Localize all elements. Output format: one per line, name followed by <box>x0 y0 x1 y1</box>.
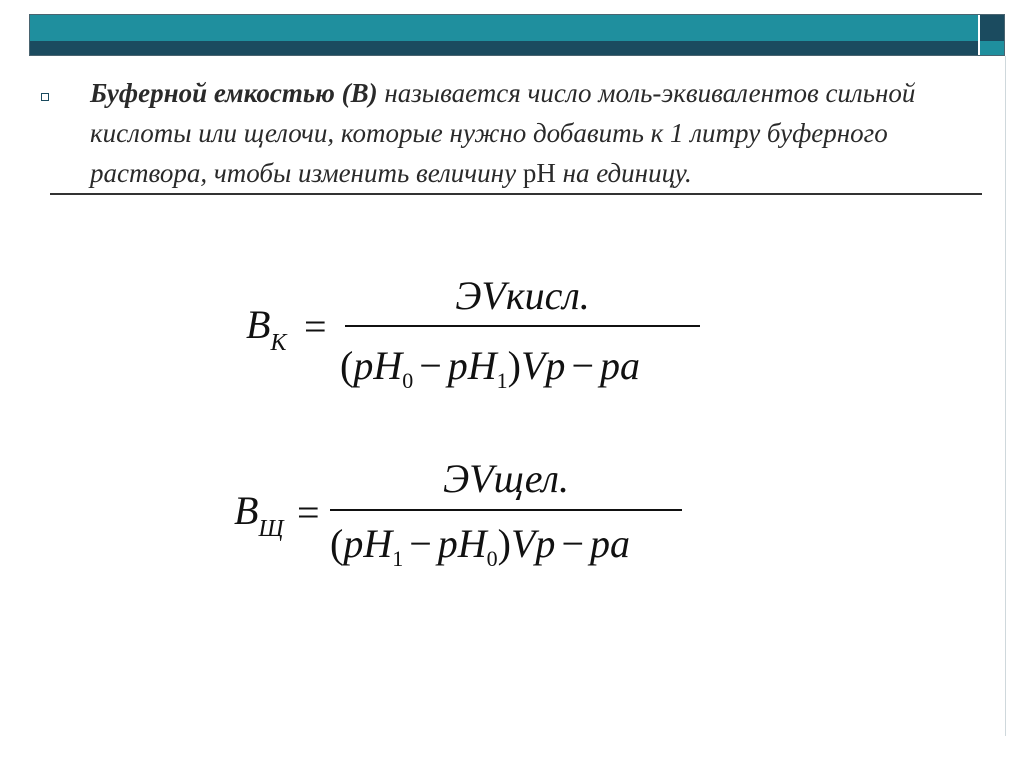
formula-acid-equals: = <box>304 304 327 349</box>
formula-acid-den-pa: pa <box>600 343 640 388</box>
definition-text-part2: на единицу. <box>555 158 692 188</box>
formula-acid-den-sub-b: 1 <box>496 368 508 393</box>
formula-acid-den-vp: Vp <box>521 343 566 388</box>
formula-acid-den-ph-a: pH <box>353 343 403 388</box>
formula-base-denominator <box>330 520 630 571</box>
formula-base-fraction-bar <box>330 509 682 511</box>
formula-acid-fraction-bar <box>345 325 700 327</box>
formula-base-den-vp: Vp <box>511 521 556 566</box>
definition-text-part1: называется число моль-эквивалентов сильной кислоты или щелочи, которые нужно добавить к 1 литру буферного раствора, чтобы изменить величину <box>90 78 916 188</box>
formula-acid-lhs-sub: К <box>270 330 287 356</box>
formula-acid-lhs-main: B <box>246 302 271 347</box>
definition-paragraph <box>90 73 990 193</box>
formula-acid-den-open: ( <box>340 343 354 388</box>
formula-base-den-minus2: − <box>561 521 584 566</box>
formula-base-den-open: ( <box>330 521 344 566</box>
formula-base-lhs-main: B <box>234 488 259 533</box>
formula-base-den-ph-a: pH <box>343 521 393 566</box>
formula-acid-den-close: ) <box>507 343 521 388</box>
bullet-square-icon <box>41 93 49 101</box>
formula-base-den-sub-a: 1 <box>392 546 404 571</box>
header-dark-strip <box>30 41 978 55</box>
formula-acid-den-ph-b: pH <box>447 343 497 388</box>
formula-base-numerator: ЭVщел. <box>442 456 569 501</box>
header-corner-square-top <box>980 15 1004 41</box>
formula-base-den-ph-b: pH <box>437 521 487 566</box>
formula-acid-lhs <box>246 301 287 356</box>
formula-base-den-close: ) <box>497 521 511 566</box>
formula-base-lhs-sub: Щ <box>258 516 284 542</box>
formula-base-den-pa: pa <box>590 521 630 566</box>
definition-ph: pH <box>522 158 556 188</box>
divider-line <box>50 193 982 195</box>
formula-base-den-sub-b: 0 <box>486 546 498 571</box>
header-corner-square-bottom <box>980 41 1004 55</box>
formula-base-equals: = <box>297 490 320 535</box>
formula-base-den-minus: − <box>409 521 432 566</box>
formula-acid-numerator: ЭVкисл. <box>455 273 590 318</box>
formula-acid-den-minus2: − <box>571 343 594 388</box>
right-guide-line <box>1005 56 1006 736</box>
formula-acid-denominator <box>340 342 640 393</box>
header-band <box>30 15 978 41</box>
formula-acid-den-sub-a: 0 <box>402 368 414 393</box>
definition-term: Буферной емкостью (В) <box>90 78 378 108</box>
formula-base-lhs <box>234 487 284 542</box>
formula-acid-den-minus: − <box>419 343 442 388</box>
